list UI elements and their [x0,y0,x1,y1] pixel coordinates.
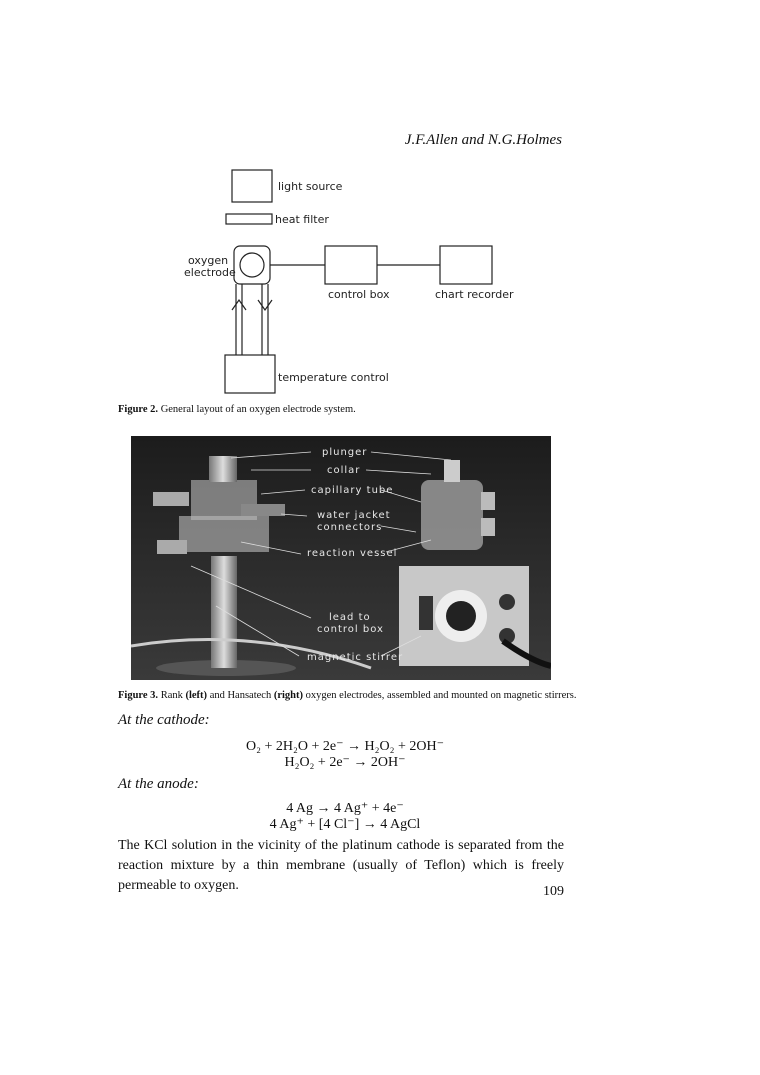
cathode-equation-2: H₂O₂ + 2e⁻ → 2OH⁻ [284,755,406,770]
label-electrode: electrode [184,266,236,279]
running-header-authors: J.F.Allen and N.G.Holmes [404,132,562,148]
photo-label-capillary-tube: capillary tube [311,485,394,496]
oxygen-electrode-circle [240,253,264,277]
label-chart-recorder: chart recorder [435,288,514,301]
page-number: 109 [543,884,564,899]
figure3-caption-text-1: Rank [158,690,186,701]
photo-label-plunger: plunger [322,447,368,458]
figure3-caption-left: (left) [185,690,208,701]
figure3-caption-right: (right) [273,690,303,701]
control-box-rect [325,246,377,284]
figure3-caption-text-2: and Hansatech [207,690,274,701]
anode-equation-2: 4 Ag⁺ + [4 Cl⁻] → 4 AgCl [269,817,421,832]
photo-label-magnetic-stirrer: magnetic stirrer [307,652,404,663]
label-light-source: light source [278,180,343,193]
label-oxygen: oxygen [188,254,229,267]
anode-equation-1: 4 Ag → 4 Ag⁺ + 4e⁻ [286,801,404,816]
chart-recorder-rect [440,246,492,284]
label-temperature-control: temperature control [278,371,389,384]
anode-heading: At the anode: [118,776,199,792]
figure3-caption-label: Figure 3. [118,690,159,701]
figure2-caption-label: Figure 2. [118,404,159,415]
label-control-box: control box [328,288,390,301]
light-source-box [232,170,272,202]
photo-label-collar: collar [327,465,361,476]
figure2-caption-text: General layout of an oxygen electrode system. [158,404,356,415]
figure3-caption [118,690,588,701]
cathode-equation-1: O₂ + 2H₂O + 2e⁻ → H₂O₂ + 2OH⁻ [246,739,444,754]
photo-label-connectors: connectors [317,522,383,533]
cathode-heading: At the cathode: [118,712,210,728]
photo-label-control-box: control box [317,624,384,635]
photo-label-water-jacket: water jacket [317,510,391,521]
photo-label-reaction-vessel: reaction vessel [307,548,398,559]
body-paragraph: The KCl solution in the vicinity of the platinum cathode is separated from the reaction mixture by a thin membrane (usually of Teflon) which is freely permeable to oxygen. [118,838,564,893]
photo-label-lead-to: lead to [329,612,371,623]
temperature-control-rect [225,355,275,393]
label-heat-filter: heat filter [275,213,329,226]
figure3-caption-text-3: oxygen electrodes, assembled and mounted on magnetic stirrers. [303,690,577,701]
oxygen-electrode-diagram [170,160,530,400]
heat-filter-bar [226,214,272,224]
figure2-caption [118,404,588,415]
electrode-photo [131,436,551,680]
